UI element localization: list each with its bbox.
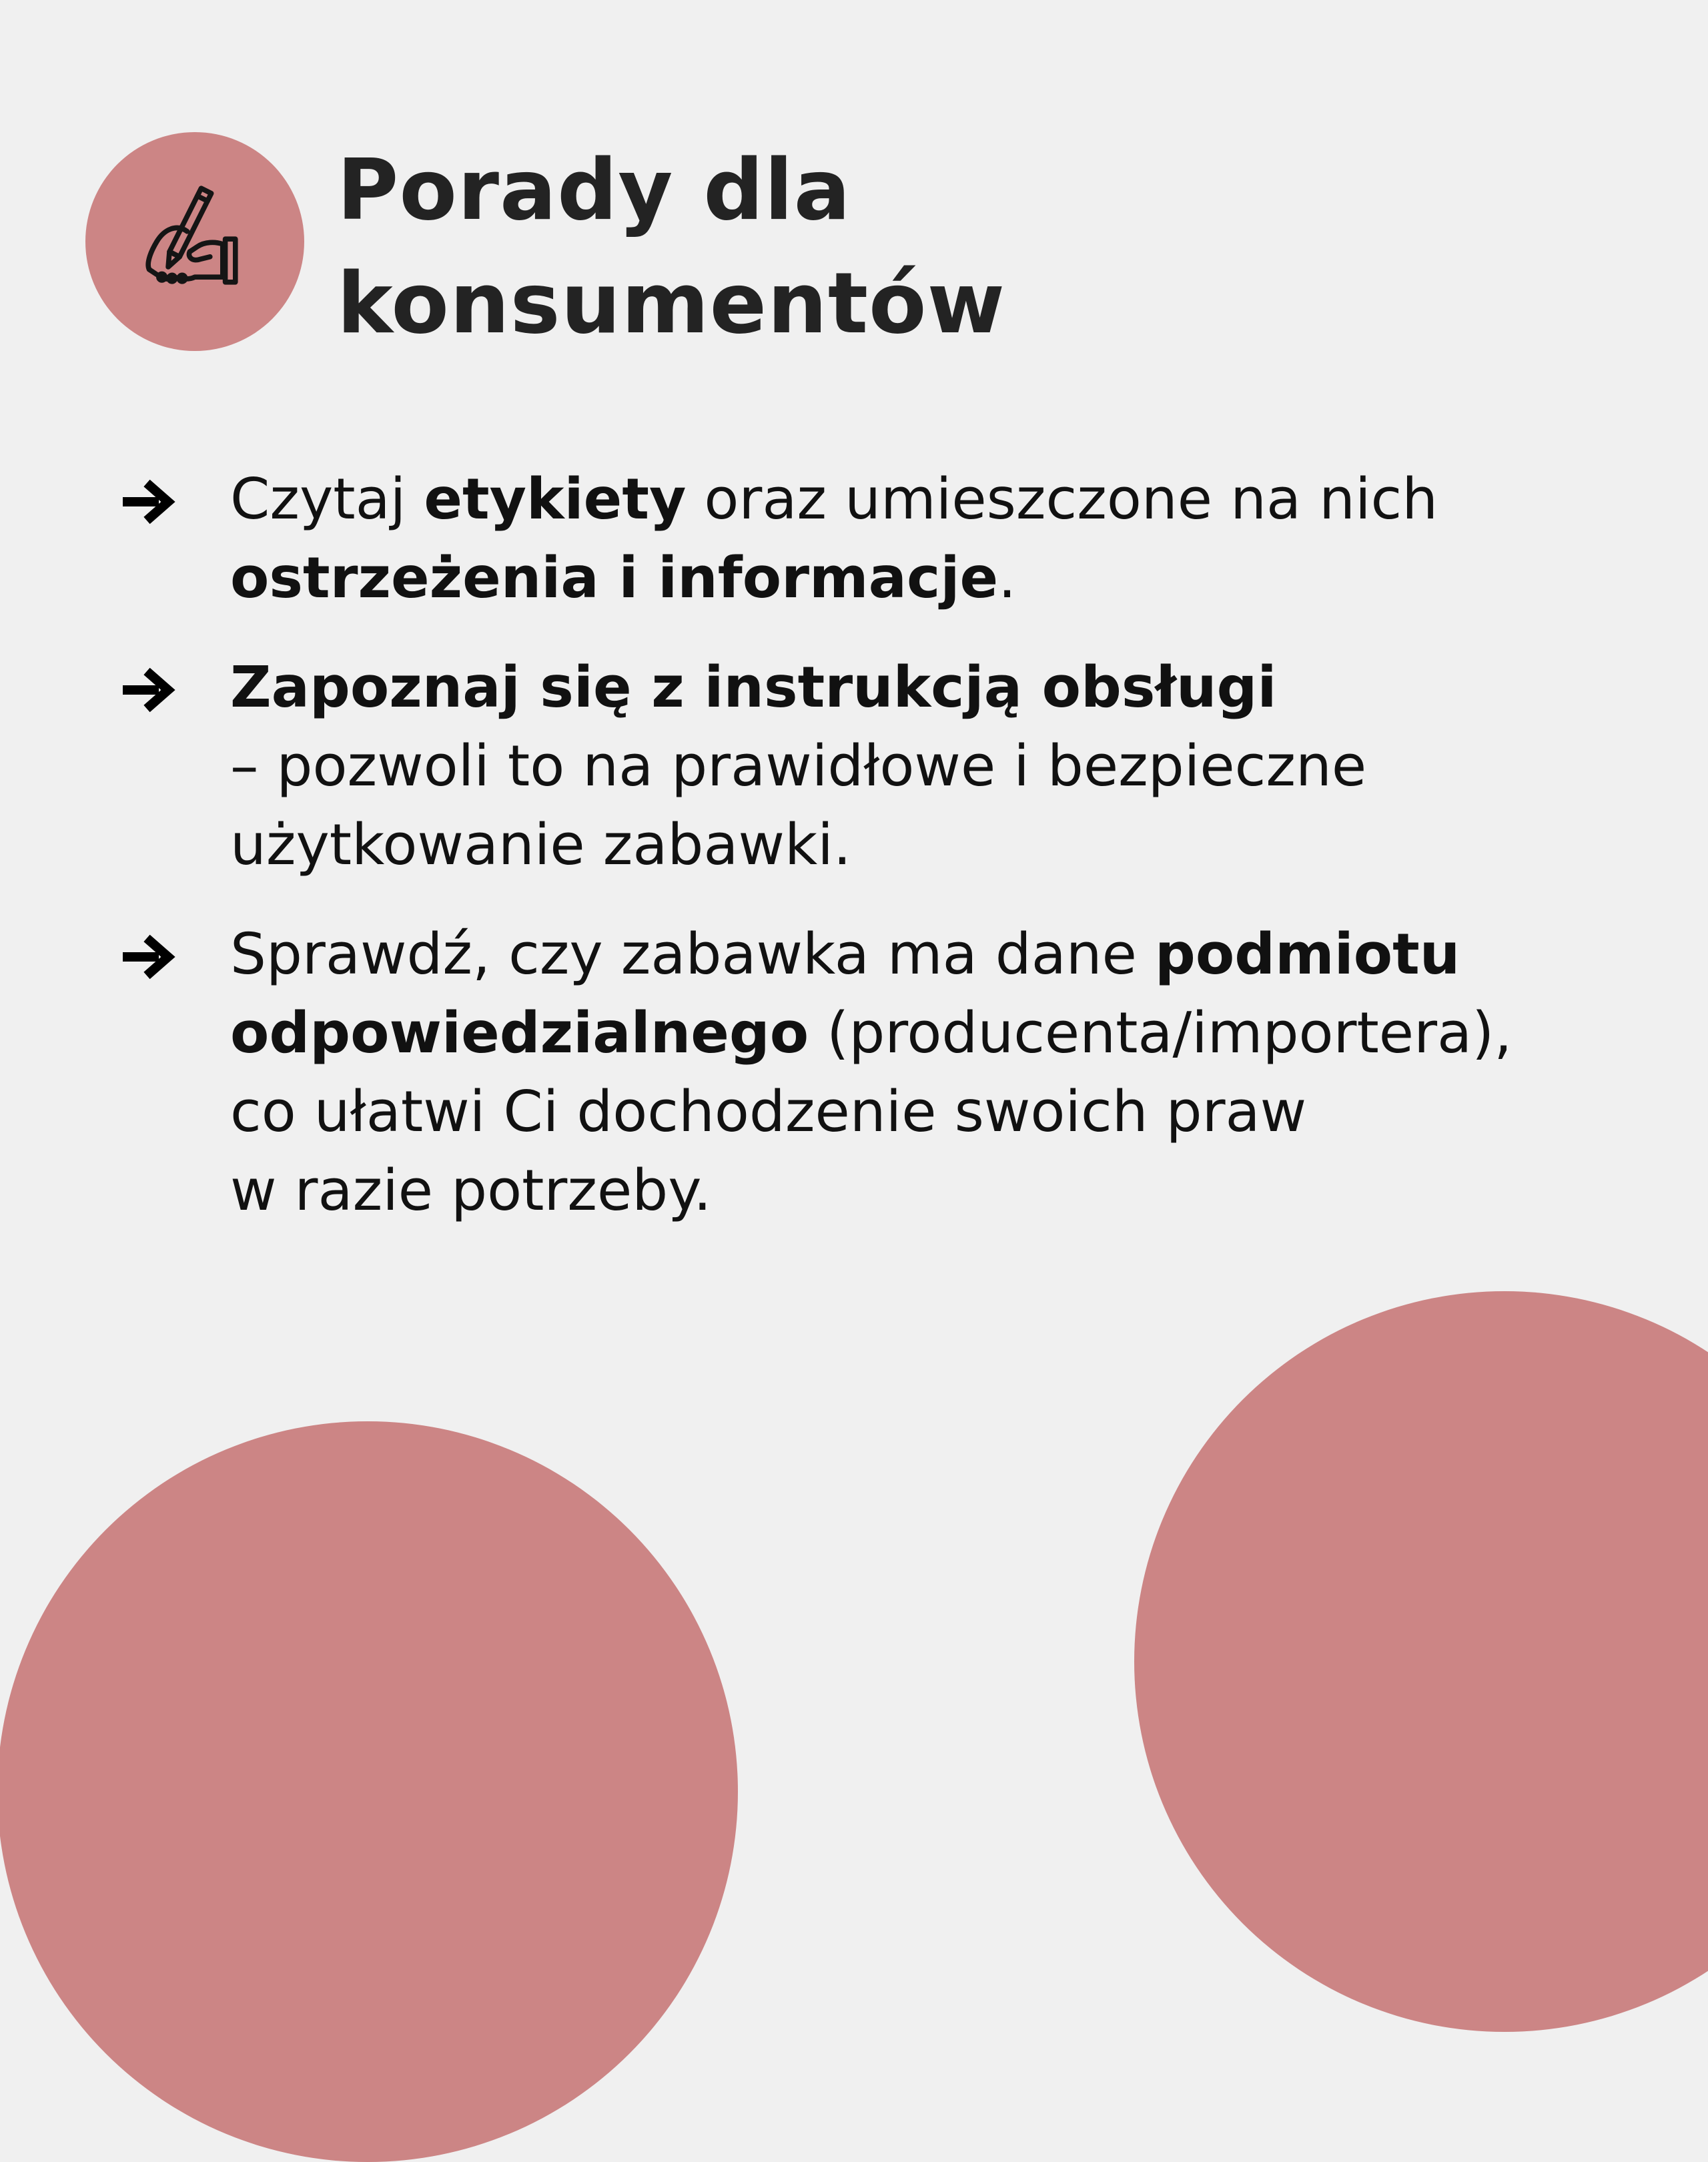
tip-2-line-1 bbox=[230, 649, 1628, 727]
tips-list bbox=[120, 460, 1628, 1261]
tip-1-bold: etykiety bbox=[424, 466, 687, 532]
tip-3-bold: podmiotu bbox=[1154, 922, 1460, 988]
title-line-1: Porady dla bbox=[337, 141, 851, 239]
tip-item-responsible-entity bbox=[120, 916, 1628, 1230]
tip-item-labels bbox=[120, 460, 1628, 618]
tip-1-line-1 bbox=[230, 460, 1628, 539]
tip-item-manual bbox=[120, 649, 1628, 885]
header-icon-badge bbox=[85, 132, 304, 351]
tip-1-bold: ostrzeżenia i informacje bbox=[230, 545, 999, 611]
arrow-right-icon bbox=[120, 667, 176, 713]
tip-1-text: . bbox=[998, 545, 1017, 611]
decorative-circle-right bbox=[1134, 1291, 1708, 2032]
page-title bbox=[337, 133, 1005, 360]
tip-2-line-2: – pozwoli to na prawidłowe i bezpieczne bbox=[230, 733, 1367, 799]
tip-3-text: (producenta/importera), bbox=[809, 1000, 1513, 1066]
tip-3-line-3: co ułatwi Ci dochodzenie swoich praw bbox=[230, 1079, 1307, 1145]
title-line-2: konsumentów bbox=[337, 254, 1006, 352]
tip-3-text: Sprawdź, czy zabawka ma dane bbox=[230, 922, 1155, 988]
arrow-right-icon bbox=[120, 934, 176, 980]
tip-1-line-2 bbox=[230, 539, 1628, 618]
hand-writing-pencil-icon bbox=[131, 178, 258, 305]
tip-2-bold: Zapoznaj się z instrukcją obsługi bbox=[230, 655, 1277, 721]
tip-3-line-4: w razie potrzeby. bbox=[230, 1158, 712, 1224]
tip-3-line-2 bbox=[230, 994, 1628, 1073]
arrow-right-icon bbox=[120, 479, 176, 524]
tip-3-line-1 bbox=[230, 916, 1628, 994]
decorative-circle-left bbox=[0, 1421, 738, 2162]
tip-3-bold: odpowiedzialnego bbox=[230, 1000, 809, 1066]
tip-1-text: oraz umieszczone na nich bbox=[686, 466, 1438, 532]
tip-1-text: Czytaj bbox=[230, 466, 424, 532]
tip-2-line-3: użytkowanie zabawki. bbox=[230, 812, 851, 878]
